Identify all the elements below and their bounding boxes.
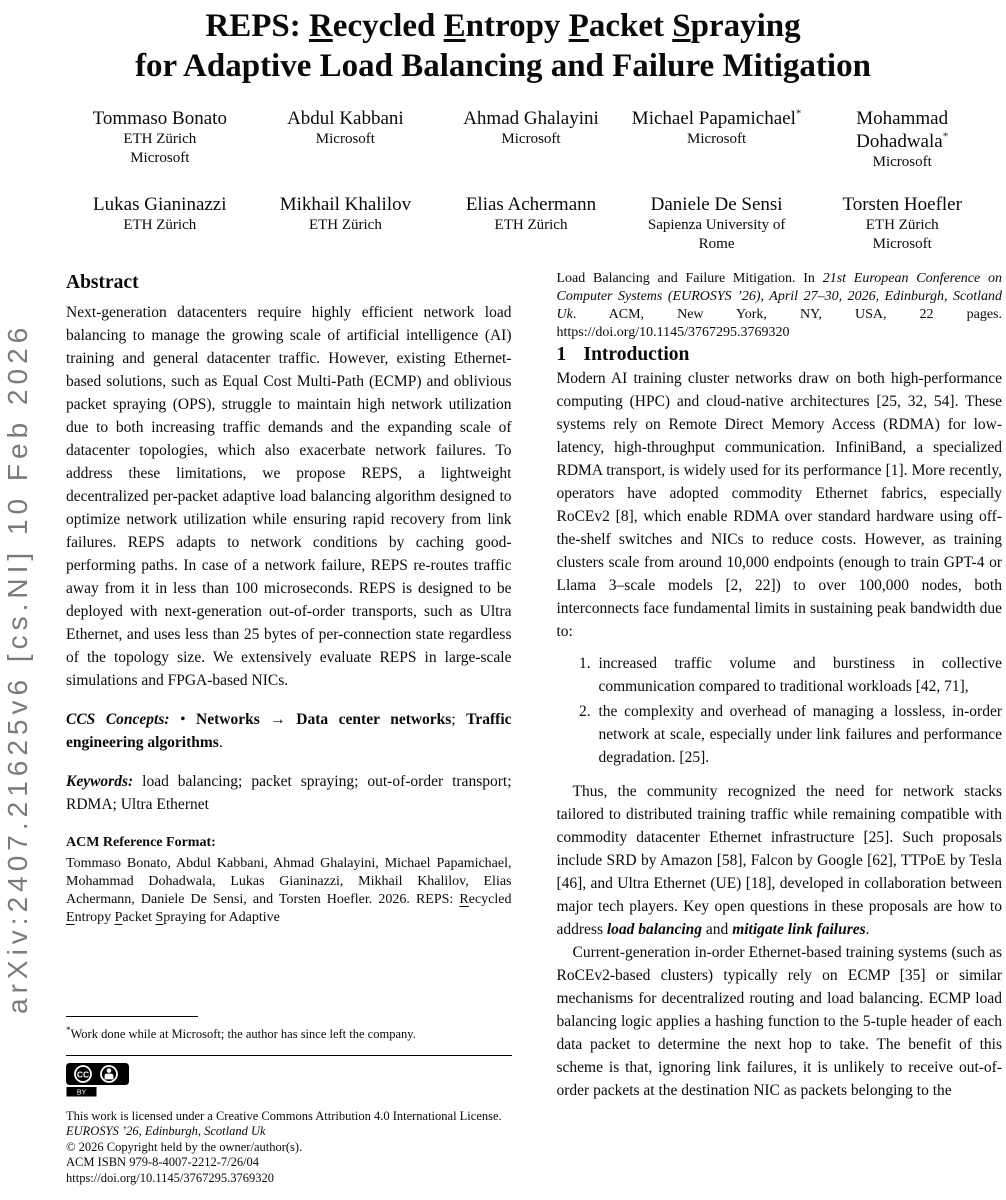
section-title: Introduction (583, 344, 690, 365)
text-segment: Thus, the community recognized the need for network stacks tailored to distributed training traffic while remaining compatible with commodity datacenter Ethernet infrastructure [25]. Such proposals include SRD by Amazon [58], Falcon by Google [62], TTPoE by Tesla [46], and Ultra Ethernet (UE) [18], developed in collaboration between major tech players. Key open questions in these proposals are how to address (556, 783, 1002, 938)
author-name: Lukas Gianinazzi (93, 194, 227, 215)
author-affiliation: ETH Zürich (494, 217, 568, 233)
text-segment: Networks (196, 711, 260, 728)
paper-title-line2: for Adaptive Load Balancing and Failure Mitigation (135, 48, 871, 84)
author-grid-row1 (72, 107, 990, 172)
author-grid-row2 (72, 193, 990, 254)
text-segment: mitigate link failures (732, 921, 866, 938)
arxiv-watermark: arXiv:2407.21625v6 [cs.NI] 10 Feb 2026 (2, 322, 33, 1014)
footnote-rule (66, 1016, 198, 1017)
intro-paragraph-3: Current-generation in-order Ethernet-based training systems (such as RoCEv2-based clusters) typically rely on ECMP [35] or similar mechanisms for decentralized routing and load balancing. ECMP load balancing logic applies a hashing function to the 5-tuple header of each data packet to determine the next hop to take. The benefit of this scheme is that, ignoring link failures, it is unlikely to receive out-of-order packets at the destination NIC as packets belonging to the (556, 944, 1002, 1099)
left-column (66, 270, 512, 1186)
text-segment: ecycled (468, 892, 512, 907)
right-column (557, 270, 1003, 1186)
text-segment: P (568, 8, 589, 44)
abstract-text: Next-generation datacenters require highly efficient network load balancing to manage the growing scale of artificial intelligence (AI) training and general datacenter traffic. However, existing Ethernet-based solutions, such as Equal Cost Multi-Path (ECMP) and oblivious packet spraying (OPS), struggle to maintain high network utilization due to both increasing traffic demands and the expanding scale of datacenter topologies, which also exacerbate network failures. To address these limitations, we propose REPS, a lightweight decentralized per-packet adaptive load balancing algorithm designed to optimize network utilization while ensuring rapid recovery from link failures. REPS adapts to network conditions by caching good-performing paths. In case of a network failure, REPS re-routes traffic away from it in less than 100 microseconds. REPS is designed to be deployed with next-generation out-of-order transports, such as Ultra Ethernet, and uses less than 25 bytes of per-connection state regardless of the topology size. We extensively evaluate REPS in large-scale simulations and FPGA-based NICs. (66, 304, 512, 689)
cc-by-badge-icon[interactable] (66, 1063, 512, 1102)
paper-title (0, 6, 1006, 86)
intro-paragraph-2 (557, 780, 1003, 941)
footnote-marker: * (66, 1025, 71, 1036)
author-affiliation: ETH Zürich (308, 217, 382, 233)
text-segment: load balancing (606, 921, 703, 938)
copyright-rule (66, 1055, 512, 1056)
text-segment: E (66, 910, 75, 925)
author-name: Ahmad Ghalayini (463, 108, 599, 129)
text-segment: ntropy (465, 8, 569, 44)
author-affiliation: ETH Zürich (865, 217, 939, 233)
author-name: Torsten Hoefler (842, 194, 962, 215)
text-segment: acket (122, 910, 156, 925)
copyright-line: © 2026 Copyright held by the owner/author(s). (66, 1139, 303, 1154)
author-block (814, 193, 990, 254)
author-block (72, 193, 248, 235)
author-block (443, 193, 619, 235)
svg-text:CC: CC (76, 1068, 90, 1079)
ccs-concepts (66, 708, 512, 754)
text-segment: ; (451, 711, 467, 728)
acm-reference-heading: ACM Reference Format: (66, 835, 216, 850)
author-affiliation: Sapienza University of Rome (647, 217, 786, 252)
two-column-body (66, 270, 1002, 1186)
author-affiliation: Microsoft (130, 150, 190, 166)
text-segment: P (114, 910, 123, 925)
author-block (629, 193, 805, 254)
author-affiliation: ETH Zürich (123, 217, 197, 233)
author-affiliation: Microsoft (315, 131, 375, 147)
text-segment: Keywords: (66, 773, 143, 790)
footnote-text (66, 1022, 512, 1042)
text-segment: . ACM, New York, NY, USA, 22 pages. https://doi.org/10.1145/3767295.3769320 (556, 307, 1002, 340)
keywords (66, 770, 512, 816)
title-block (0, 0, 1006, 254)
footnote-body: Work done while at Microsoft; the author has since left the company. (70, 1027, 416, 1042)
text-segment: Data center networks (296, 711, 452, 728)
license-text: This work is licensed under a Creative Commons Attribution 4.0 International License. (66, 1108, 502, 1123)
author-name: Tommaso Bonato (92, 108, 227, 129)
text-segment: Traffic engineering algorithms (66, 711, 512, 751)
author-name: Abdul Kabbani (287, 108, 404, 129)
text-segment: REPS: (205, 8, 309, 44)
author-footnote-marker: * (942, 130, 949, 143)
author-block (258, 193, 434, 235)
text-segment: Load Balancing and Failure Mitigation. In (556, 271, 823, 286)
author-name: Mohammad Dohadwala* (856, 108, 949, 152)
text-segment: CCS Concepts: (66, 711, 181, 728)
text-segment: S (672, 8, 691, 44)
text-segment: R (308, 8, 333, 44)
author-affiliation: Microsoft (687, 131, 747, 147)
author-affiliation: Microsoft (872, 236, 932, 252)
acm-reference-left (66, 855, 512, 927)
text-segment: R (459, 892, 469, 907)
intro-paragraph-1: Modern AI training cluster networks draw on both high-performance computing (HPC) and cloud-native architectures [25, 32, 54]. These systems rely on Remote Direct Memory Access (RDMA) for low-latency, high-throughput communication. InfiniBand, a specialized RDMA transport, is widely used for its performance [1]. More recently, operators have adopted commodity Ethernet fabrics, especially RoCEv2 [8], which enable RDMA over standard hardware using off-the-shelf switches and NICs to reduce costs. However, as training clusters scale from around 10,000 endpoints (enough to train GPT-4 or Llama 3–scale models [2, 22]) to over 100,000 nodes, both interconnects face fundamental limits in sustaining peak bandwidth due to: (556, 370, 1002, 640)
text-segment: . (218, 734, 223, 751)
author-name: Michael Papamichael* (631, 107, 802, 129)
venue-line: EUROSYS ’26, Edinburgh, Scotland Uk (66, 1124, 266, 1138)
svg-text:BY: BY (76, 1088, 87, 1096)
text-segment: acket (588, 8, 673, 44)
text-segment: load balancing; packet spraying; out-of-order transport; RDMA; Ultra Ethernet (66, 773, 512, 813)
text-segment: S (155, 910, 164, 925)
author-name: Daniele De Sensi (650, 194, 783, 215)
text-segment: → (259, 711, 297, 728)
author-affiliation: ETH Zürich (123, 131, 197, 147)
isbn-line: ACM ISBN 979-8-4007-2212-7/26/04 (66, 1155, 260, 1169)
text-segment: E (443, 8, 466, 44)
intro-list-item: 2. the complexity and overhead of managing a lossless, in-order network at scale, especially under link failures and performance degradation. [25]. (595, 700, 1003, 769)
author-footnote-marker: * (795, 107, 802, 120)
author-block (814, 107, 990, 172)
author-block (258, 107, 434, 149)
text-segment: praying for Adaptive (163, 910, 280, 925)
text-segment: 21st European Conference on Computer Systems (EUROSYS ’26), April 27–30, 2026, Edinburgh, Scotland Uk (556, 271, 1002, 322)
intro-list (557, 652, 1003, 771)
text-segment: . (865, 921, 870, 938)
author-affiliation: Microsoft (501, 131, 561, 147)
text-segment: Tommaso Bonato, Abdul Kabbani, Ahmad Ghalayini, Michael Papamichael, Mohammad Dohadwala, Lukas Gianinazzi, Mikhail Khalilov, Elias Achermann, Daniele De Sensi, and Torsten Hoefler. 2026. REPS: (66, 856, 512, 907)
doi-link[interactable]: https://doi.org/10.1145/3767295.3769320 (66, 1170, 274, 1185)
author-name: Mikhail Khalilov (279, 194, 412, 215)
intro-list-item: 1. increased traffic volume and burstiness in collective communication compared to traditional workloads [42, 71], (595, 652, 1003, 698)
author-affiliation: Microsoft (872, 154, 932, 170)
abstract-heading: Abstract (66, 272, 139, 293)
text-segment: praying (690, 8, 801, 44)
section-1-heading (557, 342, 1003, 367)
author-name: Elias Achermann (465, 194, 597, 215)
text-segment: and (702, 921, 733, 938)
acm-reference-continuation (557, 270, 1003, 342)
text-segment: ntropy (74, 910, 115, 925)
author-block (629, 107, 805, 149)
text-segment: ecycled (332, 8, 444, 44)
author-block (72, 107, 248, 168)
section-number: 1 (556, 344, 567, 365)
left-column-bottom (66, 1016, 512, 1186)
author-block (443, 107, 619, 149)
paper-title-line1 (0, 6, 1006, 46)
text-segment: • (180, 711, 197, 728)
